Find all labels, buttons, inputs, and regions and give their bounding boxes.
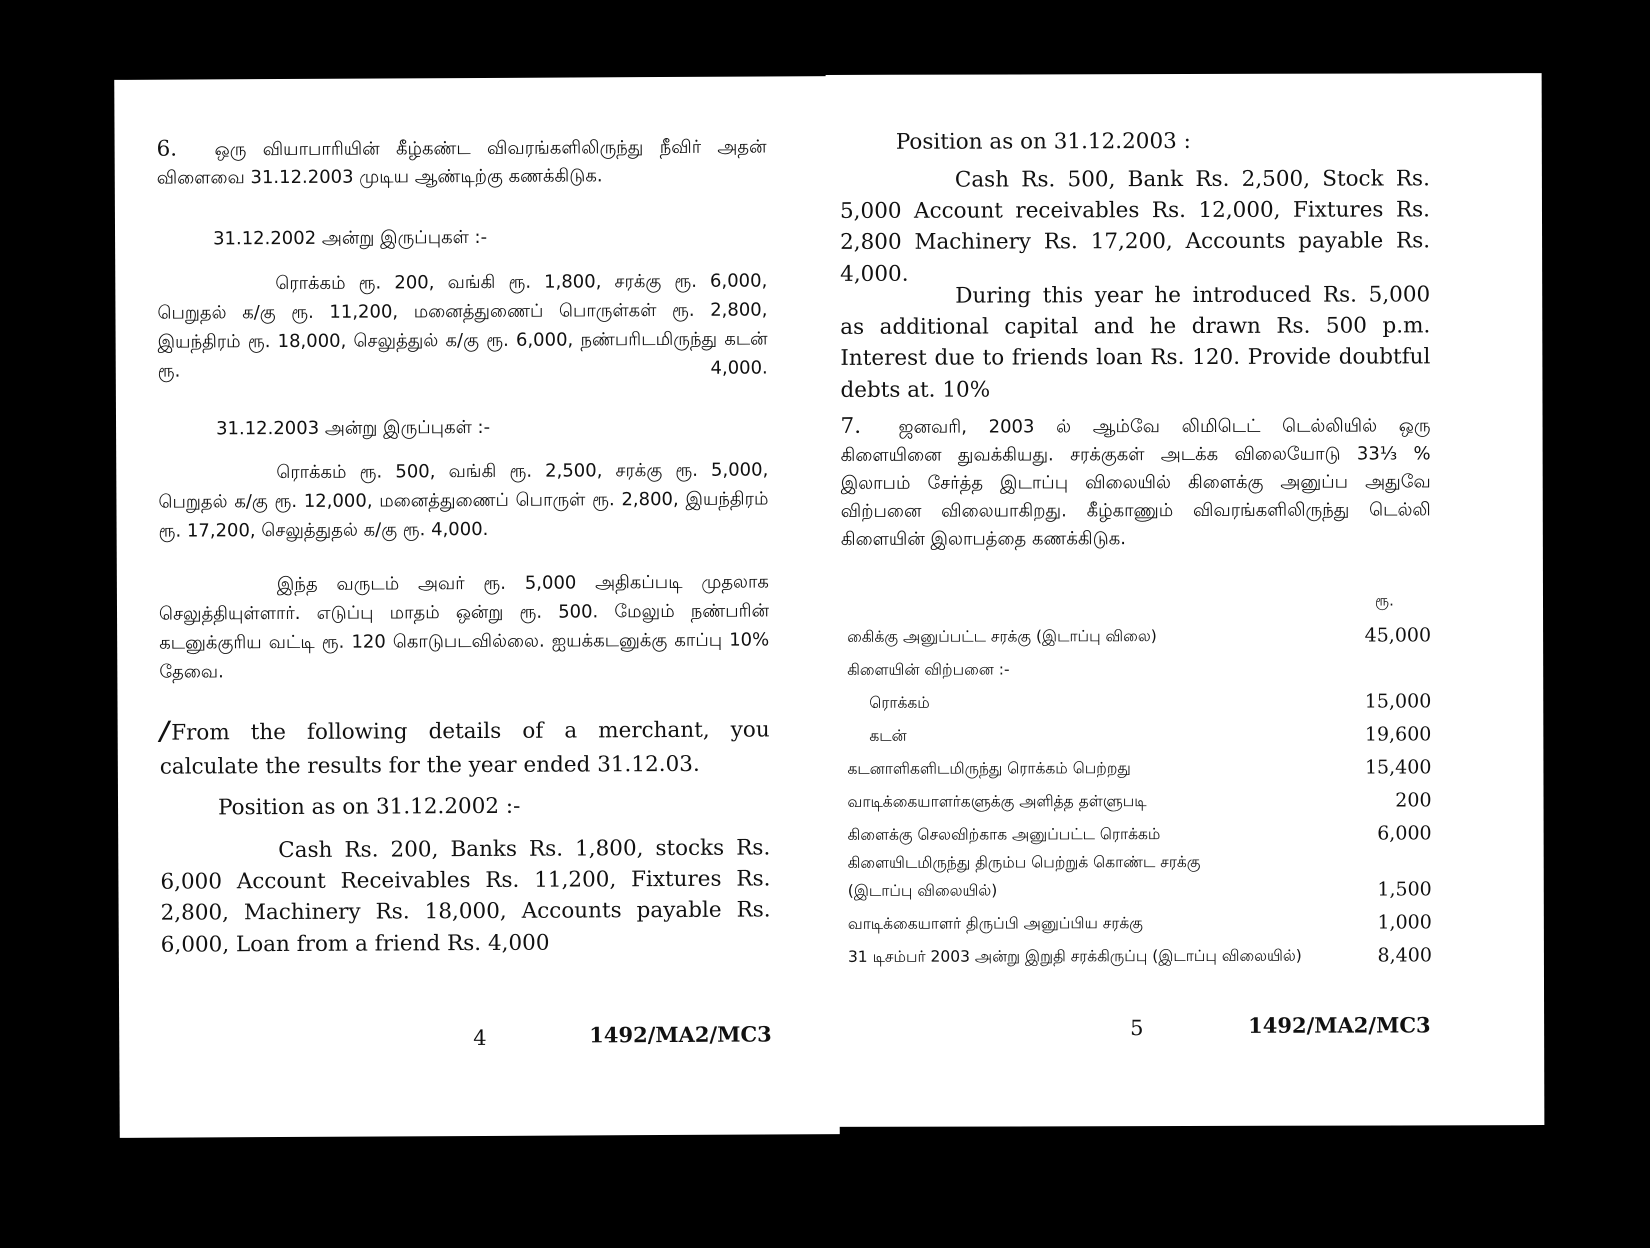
english-position-2003-body: Cash Rs. 500, Bank Rs. 2,500, Stock Rs. 5,000 Account receivables Rs. 12,000, Fixtures Rs. 2,800 Machinery Rs. 17,200, Accounts payable Rs. 4,000.	[839, 166, 1431, 287]
table-row: கடனாளிகளிடமிருந்து ரொக்கம் பெற்றது 15,400	[847, 756, 1432, 779]
tamil-position-2002-heading: 31.12.2002 அன்று இருப்புகள் :-	[213, 226, 488, 250]
table-row: கிைக்கு அனுப்பட்ட சரக்கு (இடாப்பு விலை) 45,000	[847, 624, 1432, 647]
page-number: 4	[473, 1025, 487, 1051]
question-7-tamil-intro: 7. ஜனவரி, 2003 ல் ஆம்வே லிமிடெட் டெல்லியில் ஒரு கிளையினை துவக்கியது. சரக்குகள் அடக்க விலையோடு 33⅓ % இலாபம் சேர்த்த இடாப்பு விலையில் கிளைக்கு அனுப்ப அதுவே விற்பனை விலையாகிறது. கீழ்காணும் விவரங்களிலிருந்து டெல்லி கிளையின் இலாபத்தை கணக்கிடுக.	[841, 409, 1431, 554]
table-row: வாடிக்கையாளர் திருப்பி அனுப்பிய சரக்கு 1,000	[847, 911, 1432, 934]
tick-mark: /	[159, 716, 170, 747]
question-7-number: 7.	[840, 413, 862, 439]
table-row: வாடிக்கையாளர்களுக்கு அளித்த தள்ளுபடி 200	[847, 789, 1432, 812]
table-row: 31 டிசம்பர் 2003 அன்று இறுதி சரக்கிருப்பு (இடாப்பு விலையில்) 8,400	[847, 944, 1432, 967]
branch-details-table	[847, 613, 1432, 968]
left-page	[114, 76, 840, 1138]
english-question-intro: /From the following details of a merchant, you calculate the results for the year ended 31.12.03.	[159, 716, 770, 780]
table-row: ரொக்கம் 15,000	[869, 690, 1432, 713]
question-6-number: 6.	[156, 136, 178, 162]
table-row: (இடாப்பு விலையில்) 1,500	[847, 878, 1432, 901]
table-row: கடன் 19,600	[869, 723, 1432, 746]
english-position-2002-body: Cash Rs. 200, Banks Rs. 1,800, stocks Rs. 6,000 Account Receivables Rs. 11,200, Fixtures Rs. 2,800, Machinery Rs. 18,000, Accounts payable Rs. 6,000, Loan from a friend Rs. 4,000	[160, 835, 771, 958]
question-6-tamil-intro: 6. ஒரு வியாபாரியின் கீழ்கண்ட விவரங்களிலிருந்து நீவிர் அதன் விளைவை 31.12.2003 முடிய ஆண்டிற்கு கணக்கிடுக.	[157, 130, 767, 192]
currency-header: ரூ.	[1374, 591, 1394, 610]
tamil-additional-info: இந்த வருடம் அவர் ரூ. 5,000 அதிகப்படி முதலாக செலுத்தியுள்ளார். எடுப்பு மாதம் ஒன்று ரூ. 500. மேலும் நண்பரின் கடனுக்குரிய வட்டி ரூ. 120 கொடுபடவில்லை. ஐயக்கடனுக்கு காப்பு 10% தேவை.	[158, 571, 770, 684]
table-row: கிளையின் விற்பனை :-	[847, 659, 1010, 679]
english-position-2003-heading: Position as on 31.12.2003 :	[895, 128, 1191, 155]
table-row: கிளையிடமிருந்து திரும்ப பெற்றுக் கொண்ட சரக்கு	[847, 852, 1201, 872]
right-page	[826, 73, 1545, 1127]
tamil-position-2003-body: ரொக்கம் ரூ. 500, வங்கி ரூ. 2,500, சரக்கு ரூ. 5,000, பெறுதல் க/கு ரூ. 12,000, மனைத்துணைப் பொருள் ரூ. 2,800, இயந்திரம் ரூ. 17,200, செலுத்துதல் க/கு ரூ. 4,000.	[158, 459, 769, 542]
table-row: கிளைக்கு செலவிற்காக அனுப்பட்ட ரொக்கம் 6,000	[847, 822, 1432, 845]
tamil-position-2003-heading: 31.12.2003 அன்று இருப்புகள் :-	[216, 416, 491, 440]
paper-code: 1492/MA2/MC3	[1248, 1012, 1431, 1038]
tamil-position-2002-body: ரொக்கம் ரூ. 200, வங்கி ரூ. 1,800, சரக்கு ரூ. 6,000, பெறுதல் க/கு ரூ. 11,200, மனைத்துணைப் பொருள்கள் ரூ. 2,800, இயந்திரம் ரூ. 18,000, செலுத்துல் க/கு ரூ. 6,000, நண்பரிடமிருந்து கடன் ரூ. 4,000.	[157, 270, 768, 383]
paper-code: 1492/MA2/MC3	[589, 1021, 772, 1048]
page-number: 5	[1130, 1016, 1144, 1041]
english-additional-info: During this year he introduced Rs. 5,000 as additional capital and he drawn Rs. 500 p.m. Interest due to friends loan Rs. 120. Provide doubtful debts at. 10%	[840, 282, 1431, 403]
english-position-2002-heading: Position as on 31.12.2002 :-	[217, 793, 521, 821]
